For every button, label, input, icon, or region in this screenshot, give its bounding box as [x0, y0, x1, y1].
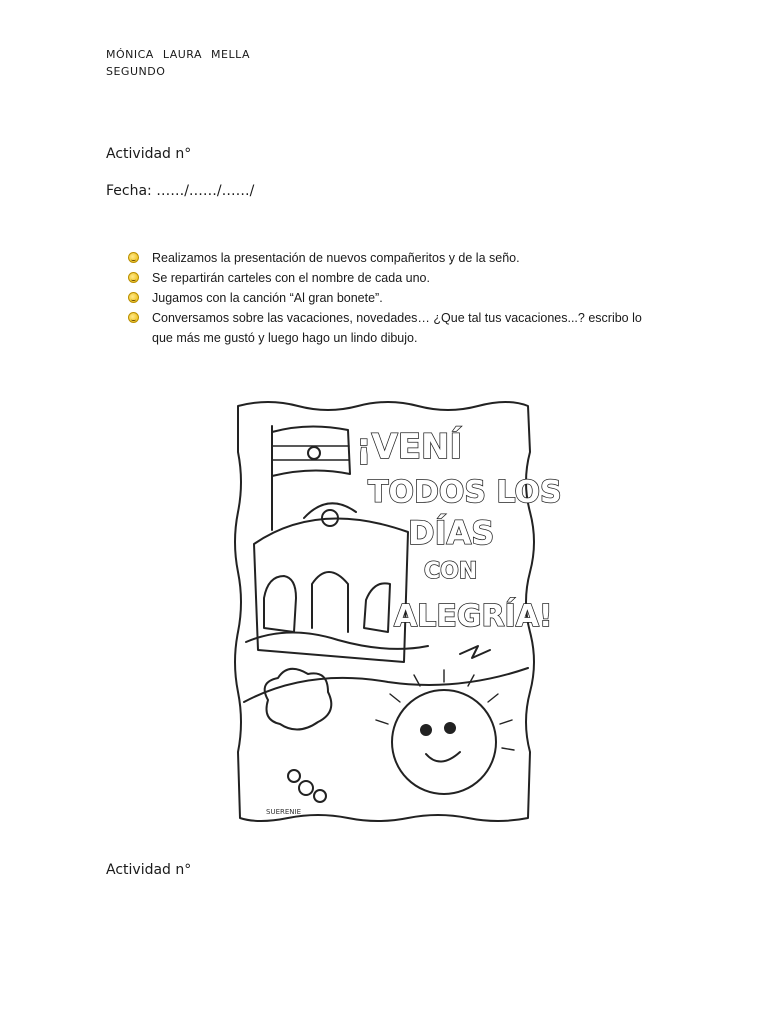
- illustration-text-line5: ALEGRÍA!: [394, 599, 553, 634]
- document-header: [106, 46, 250, 80]
- list-item: [128, 268, 648, 288]
- activity-title-2: Actividad n°: [106, 862, 192, 878]
- smiley-bullet-icon: [128, 312, 139, 323]
- list-item: [128, 308, 648, 348]
- activity-list: [128, 248, 648, 348]
- list-item-text: Realizamos la presentación de nuevos compañeritos y de la seño.: [152, 251, 520, 265]
- illustration-signature: SUERENIE: [266, 808, 301, 816]
- list-item: [128, 288, 648, 308]
- illustration-text-line1: ¡VENÍ: [356, 427, 463, 467]
- list-item-text: Jugamos con la canción “Al gran bonete”.: [152, 291, 383, 305]
- grade-label: SEGUNDO: [106, 65, 166, 78]
- date-line: Fecha: ……/……/……/: [106, 183, 255, 199]
- smiley-bullet-icon: [128, 272, 139, 283]
- illustration-text-line3: DÍAS: [408, 514, 495, 552]
- activity-title: Actividad n°: [106, 146, 192, 162]
- smiley-bullet-icon: [128, 292, 139, 303]
- list-item-text: Se repartirán carteles con el nombre de cada uno.: [152, 271, 430, 285]
- author-name: MÓNICA LAURA MELLA: [106, 48, 250, 61]
- list-item: [128, 248, 648, 268]
- coloring-illustration: [228, 392, 562, 832]
- illustration-text-line4: CON: [424, 559, 478, 584]
- illustration-text-line2: TODOS LOS: [368, 475, 562, 510]
- smiley-bullet-icon: [128, 252, 139, 263]
- list-item-text: Conversamos sobre las vacaciones, novedades… ¿Que tal tus vacaciones...? escribo lo que más me gustó y luego hago un lindo dibujo.: [152, 311, 642, 345]
